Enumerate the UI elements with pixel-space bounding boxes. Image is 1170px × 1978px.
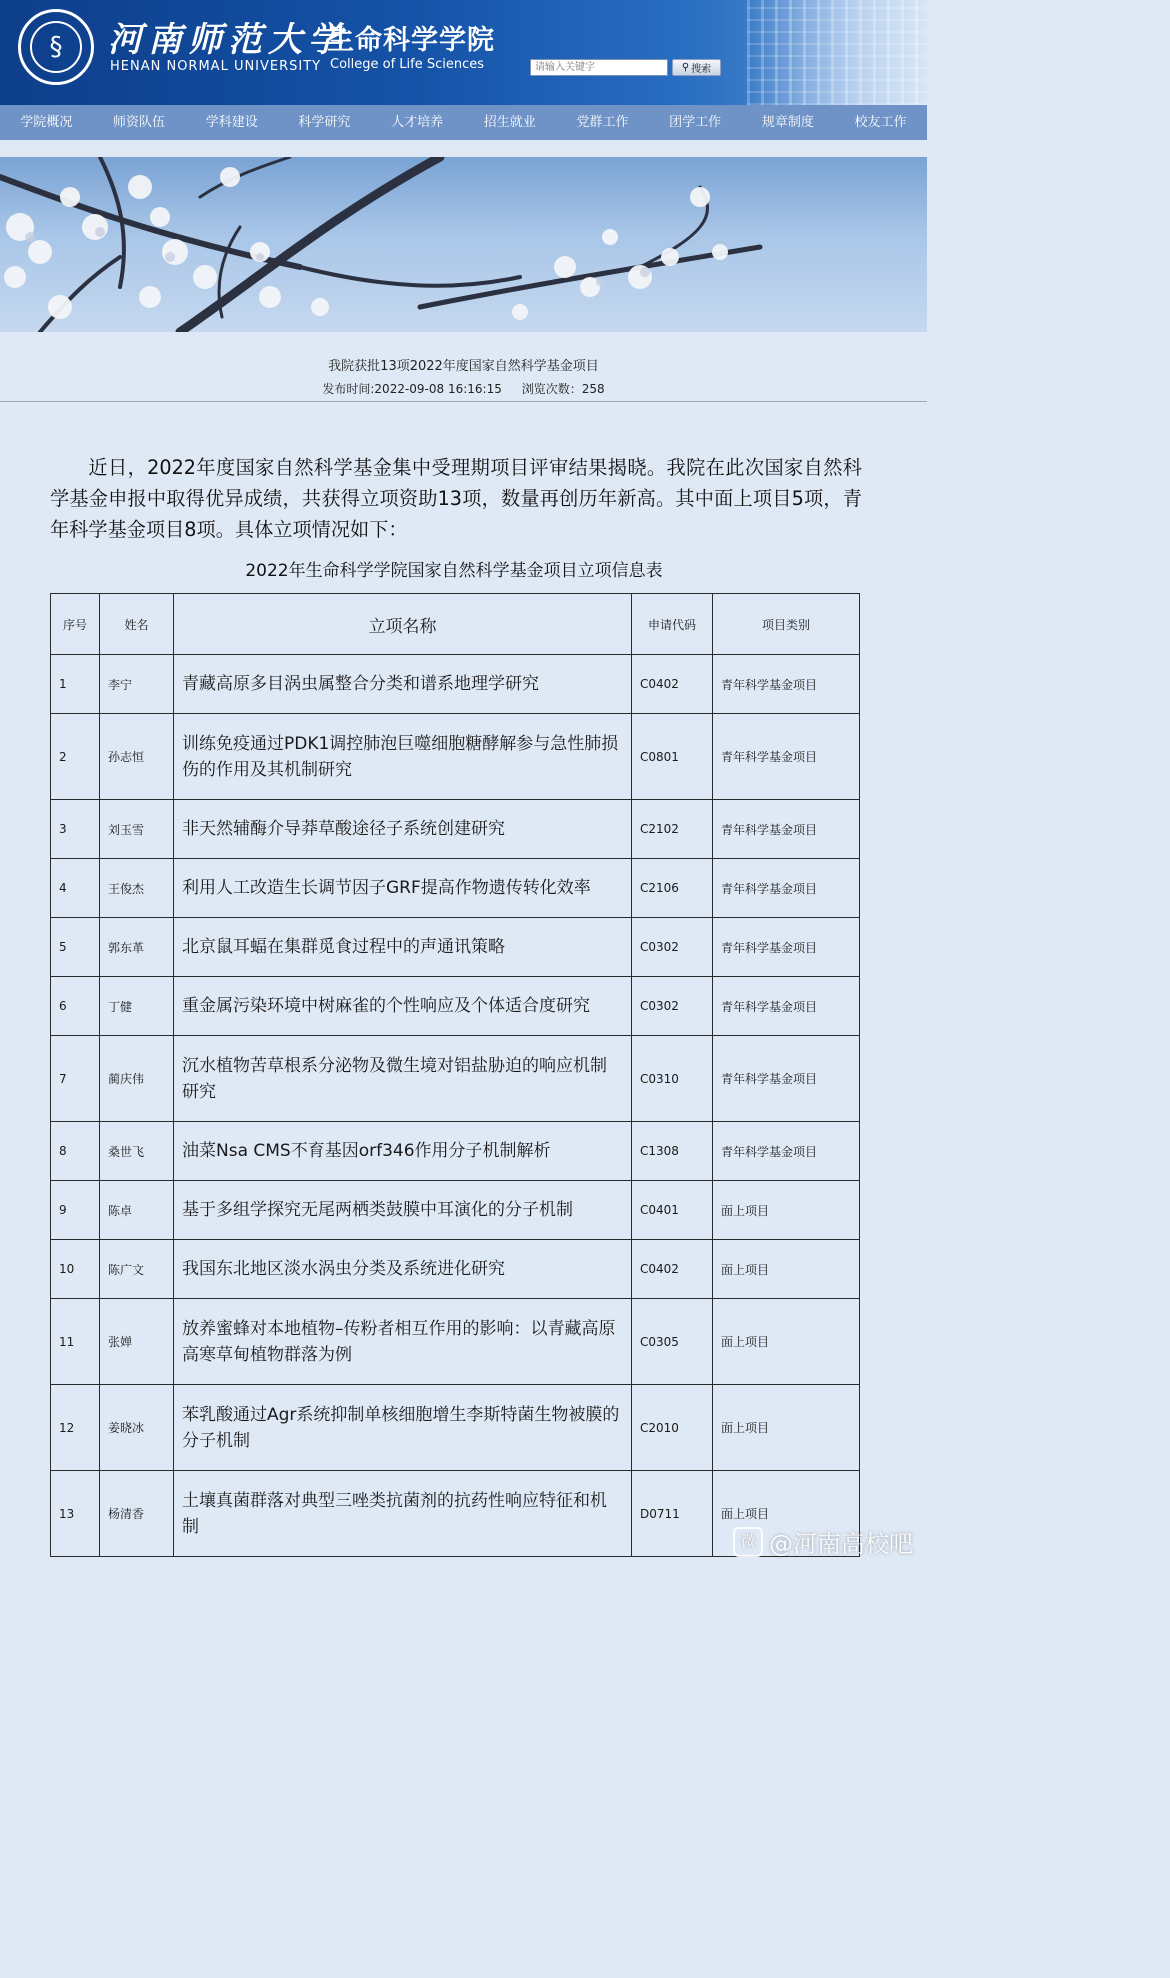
watermark bbox=[733, 1524, 913, 1559]
cell-no: 3 bbox=[51, 800, 100, 859]
table-row bbox=[51, 1036, 860, 1122]
table-header-row bbox=[51, 594, 860, 655]
cell-category: 青年科学基金项目 bbox=[713, 1036, 860, 1122]
cell-name: 郭东革 bbox=[100, 918, 174, 977]
cell-code: C0310 bbox=[632, 1036, 713, 1122]
search-button-label: 搜索 bbox=[691, 64, 712, 75]
table-row bbox=[51, 714, 860, 800]
table-row bbox=[51, 1385, 860, 1471]
table-row bbox=[51, 800, 860, 859]
school-name-cn: 河南师范大学 bbox=[108, 20, 348, 60]
cell-name: 桑世飞 bbox=[100, 1122, 174, 1181]
search-input[interactable] bbox=[530, 59, 668, 76]
cell-title: 放养蜜蜂对本地植物–传粉者相互作用的影响：以青藏高原高寒草甸植物群落为例 bbox=[174, 1299, 632, 1385]
nav-item[interactable]: 人才培养 bbox=[391, 115, 444, 130]
cell-category: 面上项目 bbox=[713, 1299, 860, 1385]
table-row bbox=[51, 859, 860, 918]
cell-name: 丁健 bbox=[100, 977, 174, 1036]
cell-no: 9 bbox=[51, 1181, 100, 1240]
site-header bbox=[0, 0, 927, 105]
cell-code: C0402 bbox=[632, 655, 713, 714]
views-count: 258 bbox=[581, 382, 605, 396]
school-name-en: HENAN NORMAL UNIVERSITY bbox=[110, 59, 322, 74]
cell-no: 11 bbox=[51, 1299, 100, 1385]
cell-name: 陈广文 bbox=[100, 1240, 174, 1299]
nav-item[interactable]: 科学研究 bbox=[298, 115, 351, 130]
nav-item[interactable]: 学院概况 bbox=[20, 115, 73, 130]
cell-category: 青年科学基金项目 bbox=[713, 655, 860, 714]
article-meta bbox=[0, 380, 927, 397]
cell-category: 青年科学基金项目 bbox=[713, 977, 860, 1036]
table-row bbox=[51, 1181, 860, 1240]
cell-code: C0302 bbox=[632, 918, 713, 977]
cell-title: 土壤真菌群落对典型三唑类抗菌剂的抗药性响应特征和机制 bbox=[174, 1471, 632, 1557]
table-row bbox=[51, 918, 860, 977]
search-button[interactable] bbox=[672, 59, 721, 76]
header-name: 姓名 bbox=[100, 594, 174, 655]
college-name-en: College of Life Sciences bbox=[330, 57, 485, 72]
blossom-illustration bbox=[0, 157, 927, 332]
cell-name: 杨清香 bbox=[100, 1471, 174, 1557]
table-row bbox=[51, 1122, 860, 1181]
header-category: 项目类别 bbox=[713, 594, 860, 655]
cell-title: 北京鼠耳蝠在集群觅食过程中的声通讯策略 bbox=[174, 918, 632, 977]
table-caption: 2022年生命科学学院国家自然科学基金项目立项信息表 bbox=[245, 561, 663, 581]
table-row bbox=[51, 655, 860, 714]
cell-code: C2102 bbox=[632, 800, 713, 859]
nav-item[interactable]: 规章制度 bbox=[761, 115, 814, 130]
cell-no: 12 bbox=[51, 1385, 100, 1471]
nav-item[interactable]: 团学工作 bbox=[669, 115, 722, 130]
cell-title: 我国东北地区淡水涡虫分类及系统进化研究 bbox=[174, 1240, 632, 1299]
header-code: 申请代码 bbox=[632, 594, 713, 655]
projects-table bbox=[50, 593, 860, 1557]
cell-name: 刘玉雪 bbox=[100, 800, 174, 859]
cell-code: C2106 bbox=[632, 859, 713, 918]
cell-name: 陈卓 bbox=[100, 1181, 174, 1240]
cell-category: 青年科学基金项目 bbox=[713, 714, 860, 800]
cell-title: 苯乳酸通过Agr系统抑制单核细胞增生李斯特菌生物被膜的分子机制 bbox=[174, 1385, 632, 1471]
publish-label: 发布时间: bbox=[322, 382, 375, 396]
weibo-icon: 微 bbox=[733, 1527, 763, 1557]
header-title: 立项名称 bbox=[174, 594, 632, 655]
building-graphic bbox=[747, 0, 927, 105]
college-name-cn: 生命科学学院 bbox=[327, 25, 495, 56]
main-nav bbox=[0, 105, 927, 140]
publish-time: 2022-09-08 16:16:15 bbox=[374, 382, 502, 396]
cell-name: 蔺庆伟 bbox=[100, 1036, 174, 1122]
search-icon: ⚲ bbox=[681, 62, 690, 73]
article-title: 我院获批13项2022年度国家自然科学基金项目 bbox=[328, 359, 599, 374]
cell-code: C0801 bbox=[632, 714, 713, 800]
cell-code: C2010 bbox=[632, 1385, 713, 1471]
cell-code: C0305 bbox=[632, 1299, 713, 1385]
cell-no: 4 bbox=[51, 859, 100, 918]
cell-name: 姜晓冰 bbox=[100, 1385, 174, 1471]
cell-name: 张婵 bbox=[100, 1299, 174, 1385]
cell-title: 青藏高原多目涡虫属整合分类和谱系地理学研究 bbox=[174, 655, 632, 714]
cell-category: 青年科学基金项目 bbox=[713, 918, 860, 977]
cell-title: 非天然辅酶介导莽草酸途径子系统创建研究 bbox=[174, 800, 632, 859]
cell-title: 训练免疫通过PDK1调控肺泡巨噬细胞糖酵解参与急性肺损伤的作用及其机制研究 bbox=[174, 714, 632, 800]
cell-title: 基于多组学探究无尾两栖类鼓膜中耳演化的分子机制 bbox=[174, 1181, 632, 1240]
cell-code: C0401 bbox=[632, 1181, 713, 1240]
nav-item[interactable]: 师资队伍 bbox=[113, 115, 166, 130]
cell-code: D0711 bbox=[632, 1471, 713, 1557]
cell-no: 7 bbox=[51, 1036, 100, 1122]
cell-category: 面上项目 bbox=[713, 1240, 860, 1299]
nav-item[interactable]: 党群工作 bbox=[576, 115, 629, 130]
article-header bbox=[0, 349, 927, 402]
banner-image bbox=[0, 157, 927, 332]
cell-code: C0402 bbox=[632, 1240, 713, 1299]
cell-name: 王俊杰 bbox=[100, 859, 174, 918]
cell-title: 利用人工改造生长调节因子GRF提高作物遗传转化效率 bbox=[174, 859, 632, 918]
cell-category: 面上项目 bbox=[713, 1471, 860, 1557]
table-row bbox=[51, 1299, 860, 1385]
logo-emblem-icon: § bbox=[30, 21, 82, 73]
cell-no: 5 bbox=[51, 918, 100, 977]
cell-no: 1 bbox=[51, 655, 100, 714]
header-no: 序号 bbox=[51, 594, 100, 655]
cell-code: C0302 bbox=[632, 977, 713, 1036]
nav-item[interactable]: 学科建设 bbox=[205, 115, 258, 130]
views-info bbox=[522, 382, 605, 396]
cell-category: 青年科学基金项目 bbox=[713, 859, 860, 918]
nav-item[interactable]: 招生就业 bbox=[483, 115, 536, 130]
table-row bbox=[51, 1240, 860, 1299]
cell-category: 面上项目 bbox=[713, 1181, 860, 1240]
views-label: 浏览次数： bbox=[521, 382, 582, 396]
publish-info bbox=[322, 382, 502, 396]
university-logo[interactable] bbox=[18, 9, 94, 85]
cell-code: C1308 bbox=[632, 1122, 713, 1181]
cell-title: 油菜Nsa CMS不育基因orf346作用分子机制解析 bbox=[174, 1122, 632, 1181]
table-row bbox=[51, 977, 860, 1036]
cell-no: 8 bbox=[51, 1122, 100, 1181]
cell-title: 沉水植物苦草根系分泌物及微生境对铝盐胁迫的响应机制研究 bbox=[174, 1036, 632, 1122]
cell-category: 青年科学基金项目 bbox=[713, 800, 860, 859]
cell-no: 6 bbox=[51, 977, 100, 1036]
cell-title: 重金属污染环境中树麻雀的个性响应及个体适合度研究 bbox=[174, 977, 632, 1036]
cell-no: 13 bbox=[51, 1471, 100, 1557]
cell-category: 面上项目 bbox=[713, 1385, 860, 1471]
cell-name: 李宁 bbox=[100, 655, 174, 714]
cell-name: 孙志恒 bbox=[100, 714, 174, 800]
nav-item[interactable]: 校友工作 bbox=[854, 115, 907, 130]
watermark-text: @河南高校吧 bbox=[769, 1530, 913, 1558]
article-intro: 近日，2022年度国家自然科学基金集中受理期项目评审结果揭晓。我院在此次国家自然科学基金申报中取得优异成绩，共获得立项资助13项，数量再创历年新高。其中面上项目5项，青年科学基金项目8项。具体立项情况如下： bbox=[50, 456, 862, 541]
cell-no: 10 bbox=[51, 1240, 100, 1299]
cell-no: 2 bbox=[51, 714, 100, 800]
cell-category: 青年科学基金项目 bbox=[713, 1122, 860, 1181]
